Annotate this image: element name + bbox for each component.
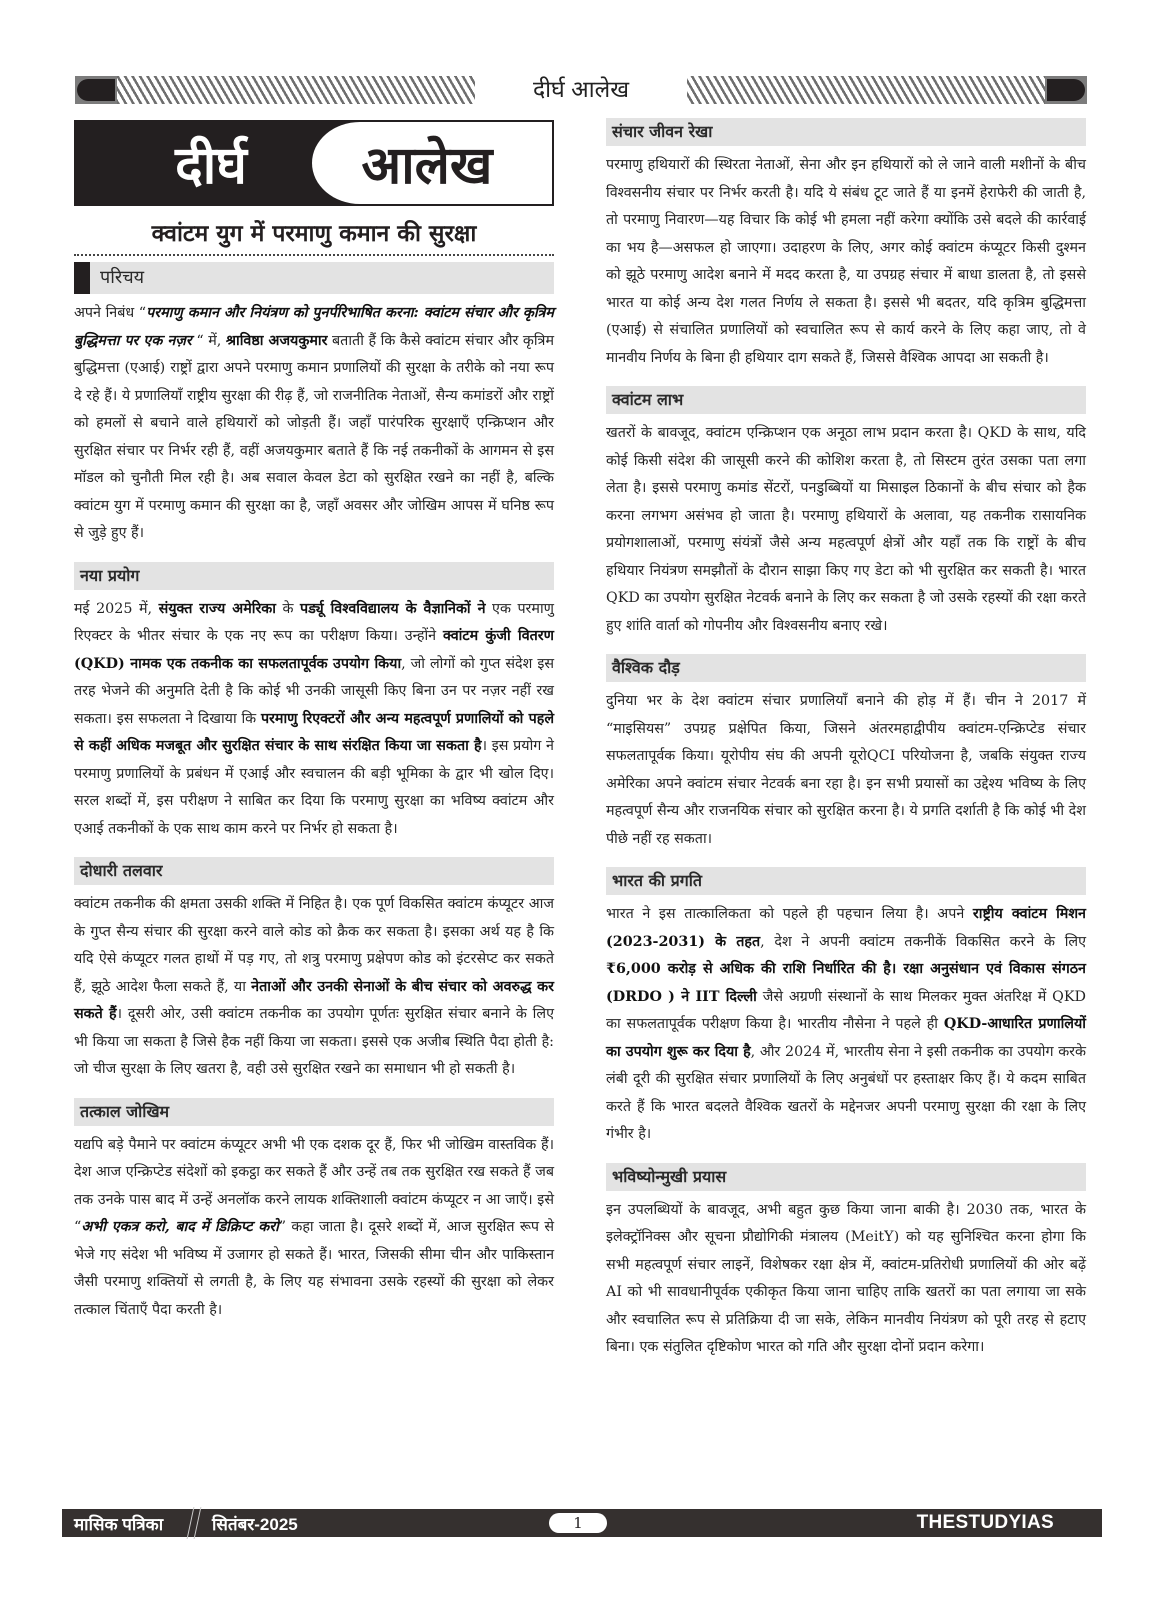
text-run: । दूसरी ओर, उसी क्वांटम तकनीक का उपयोग पूर्णतः सुरक्षित संचार बनाने के लिए भी किया जा सकता है जिसे हैक नहीं किया जा सकता। इससे एक अजीब स्थिति पैदा होती है: जो चीज सुरक्षा के लिए खतरा है, वही उसे सुरक्षित रखने का समाधान भी हो सकती है। (74, 1006, 554, 1077)
paragraph-quantum-advantage (606, 420, 1086, 640)
emphasized-text: नेताओं और उनकी सेनाओं के बीच संचार को अवरुद्ध कर सकते हैं (74, 978, 554, 1022)
emphasized-text: ₹6,000 करोड़ से अधिक की राशि निर्धारित की है। रक्षा अनुसंधान एवं विकास संगठन (DRDO ) ने IIT दिल्ली (606, 961, 1086, 1005)
section-heading-lifeline: संचार जीवन रेखा (606, 118, 1086, 146)
text-run: ” कहा जाता है। दूसरे शब्दों में, आज सुरक्षित रूप से भेजे गए संदेश भी भविष्य में उजागर हो सकते हैं। भारत, जिसकी सीमा चीन और पाकिस्तान जैसी परमाणु शक्तियों से लगती है, के लिए यह संभावना उसके रहस्यों की सुरक्षा को लेकर तत्काल चिंताएँ पैदा करती है। (74, 1219, 554, 1318)
footer-brand: THESTUDYIAS (916, 1512, 1054, 1533)
section-heading-intro: परिचय (74, 262, 554, 294)
text-run: , देश ने अपनी क्वांटम तकनीकें विकसित करने के लिए (760, 933, 1087, 950)
emphasized-text: अभी एकत्र करो, बाद में डिक्रिप्ट करो (81, 1219, 279, 1235)
emphasized-text: QKD-आधारित प्रणालियों का उपयोग शुरू कर दिया है (606, 1016, 1086, 1060)
text-run: दुनिया भर के देश क्वांटम संचार प्रणालियाँ बनाने की होड़ में हैं। चीन ने 2017 में “माइसियस” उपग्रह प्रक्षेपित किया, जिसने अंतरमहाद्वीपीय क्वांटम-एन्क्रिप्टेड संचार सफलतापूर्वक किया। यूरोपीय संघ की अपनी यूरोQCI परियोजना है, जबकि संयुक्त राज्य अमेरिका अपने क्वांटम संचार नेटवर्क बना रहा है। इन सभी प्रयासों का उद्देश्य भविष्य के लिए महत्वपूर्ण सैन्य और राजनयिक संचार को सुरक्षित करना है। ये प्रगति दर्शाती है कि कोई भी देश पीछे नहीं रह सकता। (606, 693, 1086, 847)
footer-magazine-label: मासिक पत्रिका (74, 1515, 164, 1534)
text-run: के (275, 600, 300, 617)
section-heading-double-edged: दोधारी तलवार (74, 857, 554, 885)
text-run: मई 2025 में, (74, 600, 159, 617)
text-run: बताती हैं कि कैसे क्वांटम संचार और कृत्रिम बुद्धिमत्ता (एआई) राष्ट्रों द्वारा अपने परमाणु कमान प्रणालियों की सुरक्षा के तरीके को नया रूप दे रहे हैं। ये प्रणालियाँ राष्ट्रीय सुरक्षा की रीढ़ हैं, जो राजनीतिक नेताओं, सैन्य कमांडरों और राष्ट्रों को हमलों से बचाने वाले हथियारों को जोड़ती हैं। जहाँ पारंपरिक सुरक्षाएँ एन्क्रिप्शन और सुरक्षित संचार पर निर्भर रही हैं, वहीं अजयकुमार बताते हैं कि नई तकनीकों के आगमन से इस मॉडल को चुनौती मिल रही है। अब सवाल केवल डेटा को सुरक्षित रखने का नहीं है, बल्कि क्वांटम युग में परमाणु कमान की सुरक्षा का है, जहाँ अवसर और जोखिम आपस में घनिष्ठ रूप से जुड़े हुए हैं। (74, 332, 555, 541)
emphasized-text: पर्ड्यू विश्वविद्यालय के वैज्ञानिकों ने (300, 600, 486, 617)
emphasized-text: राष्ट्रीय क्वांटम मिशन (2023-2031) के तहत (606, 906, 1086, 950)
emphasized-text: परमाणु रिएक्टरों और अन्य महत्वपूर्ण प्रणालियों को पहले से कहीं अधिक मजबूत और सुरक्षित संचार के साथ संरक्षित किया जा सकता है (74, 710, 555, 754)
footer-divider (187, 1507, 202, 1539)
page-number: 1 (549, 1513, 607, 1533)
section-heading-global-race: वैश्विक दौड़ (606, 654, 1086, 682)
paragraph-future-efforts (606, 1197, 1086, 1362)
running-header-title: दीर्घ आलेख (532, 76, 630, 102)
paragraph-india-progress (606, 901, 1086, 1149)
paragraph-double-edged (74, 891, 554, 1084)
section-heading-india-progress: भारत की प्रगति (606, 867, 1086, 895)
text-run: यद्यपि बड़े पैमाने पर क्वांटम कंप्यूटर अभी भी एक दशक दूर हैं, फिर भी जोखिम वास्तविक हैं। देश आज एन्क्रिप्टेड संदेशों को इकट्ठा कर सकते हैं और उन्हें तब तक सुरक्षित रख सकते हैं जब तक उनके पास बाद में उन्हें अनलॉक करने लायक शक्तिशाली क्वांटम कंप्यूटर न आ जाएँ। इसे “ (74, 1136, 554, 1235)
text-run: । इस प्रयोग ने परमाणु प्रणालियों के प्रबंधन में एआई और स्वचालन की बड़ी भूमिका के द्वार भी खोल दिए। सरल शब्दों में, इस परीक्षण ने साबित कर दिया कि परमाणु सुरक्षा का भविष्य क्वांटम और एआई तकनीकों के एक साथ काम करने पर निर्भर हो सकता है। (74, 738, 554, 837)
emphasized-text: क्वांटम कुंजी वितरण (QKD) नामक एक तकनीक का सफलतापूर्वक उपयोग किया (74, 628, 554, 672)
paragraph-global-race (606, 688, 1086, 853)
text-run: क्वांटम तकनीक की क्षमता उसकी शक्ति में निहित है। एक पूर्ण विकसित क्वांटम कंप्यूटर आज के गुप्त सैन्य संचार की सुरक्षा करने वाले कोड को क्रैक कर सकता है। इसका अर्थ यह है कि यदि ऐसे कंप्यूटर गलत हाथों में पड़ गए, तो शत्रु परमाणु प्रक्षेपण कोड को इंटरसेप्ट कर सकते हैं, झूठे आदेश फैला सकते हैं, या (74, 896, 554, 995)
paragraph-intro (74, 300, 554, 548)
left-column (74, 120, 554, 1324)
paragraph-new-experiment (74, 596, 554, 844)
banner-word-1: दीर्घ (175, 136, 247, 196)
running-header (75, 76, 1087, 104)
text-run: इन उपलब्धियों के बावजूद, अभी बहुत कुछ किया जाना बाकी है। 2030 तक, भारत के इलेक्ट्रॉनिक्स और सूचना प्रौद्योगिकी मंत्रालय (MeitY) को यह सुनिश्चित करना होगा कि सभी महत्वपूर्ण संचार लाइनें, विशेषकर रक्षा क्षेत्र में, क्वांटम-प्रतिरोधी प्रणालियों की ओर बढ़ें AI को भी सावधानीपूर्वक एकीकृत किया जाना चाहिए ताकि खतरों का पता लगाया जा सके और स्वचालित रूप से प्रतिक्रिया दी जा सके, लेकिन मानवीय नियंत्रण को पूरी तरह से हटाए बिना। एक संतुलित दृष्टिकोण भारत को गति और सुरक्षा दोनों प्रदान करेगा। (606, 1201, 1086, 1355)
right-column (606, 118, 1086, 1362)
banner-word-2: आलेख (361, 136, 493, 196)
emphasized-text: संयुक्त राज्य अमेरिका (158, 600, 276, 617)
text-run: अपने निबंध “ (74, 305, 147, 321)
text-run: एक परमाणु रिएक्टर के भीतर संचार के एक नए रूप का परीक्षण किया। उन्होंने (74, 600, 554, 644)
footer-issue-date: सितंबर-2025 (212, 1515, 298, 1534)
paragraph-immediate-risk (74, 1132, 554, 1325)
emphasized-text: श्राविष्ठा अजयकुमार (225, 332, 328, 349)
section-heading-future-efforts: भविष्योन्मुखी प्रयास (606, 1163, 1086, 1191)
text-run: परमाणु हथियारों की स्थिरता नेताओं, सेना और इन हथियारों को ले जाने वाली मशीनों के बीच विश्वसनीय संचार पर निर्भर करती है। यदि ये संबंध टूट जाते हैं या इनमें हेराफेरी की जाती है, तो परमाणु निवारण—यह विचार कि कोई भी हमला नहीं करेगा क्योंकि उसे बदले की कार्रवाई का भय है—असफल हो जाएगा। उदाहरण के लिए, अगर कोई क्वांटम कंप्यूटर किसी दुश्मन को झूठे परमाणु आदेश बनाने में मदद करता है, या उपग्रह संचार में बाधा डालता है, तो इससे भारत या कोई अन्य देश गलत निर्णय ले सकता है। इससे भी बदतर, यदि कृत्रिम बुद्धिमत्ता (एआई) से संचालित प्रणालियों को स्वचालित रूप से कार्य करने के लिए कहा जाए, तो वे मानवीय निर्णय के बिना ही हथियार दाग सकते हैं, जिससे वैश्विक आपदा आ सकती है। (606, 157, 1086, 366)
section-banner (74, 120, 554, 206)
text-run: “ में, (191, 332, 226, 349)
text-run: खतरों के बावजूद, क्वांटम एन्क्रिप्शन एक अनूठा लाभ प्रदान करता है। QKD के साथ, यदि कोई किसी संदेश की जासूसी करने की कोशिश करता है, तो सिस्टम तुरंत उसका पता लगा लेता है। इससे परमाणु कमांड सेंटरों, पनडुब्बियों या मिसाइल ठिकानों के बीच संचार को हैक करना लगभग असंभव हो जाता है। परमाणु हथियारों के अलावा, यह तकनीक रासायनिक प्रयोगशालाओं, परमाणु संयंत्रों जैसे अन्य महत्वपूर्ण क्षेत्रों और यहाँ तक कि राष्ट्रों के बीच हथियार नियंत्रण समझौतों के दौरान साझा किए गए डेटा को भी सुरक्षित कर सकती है। भारत QKD का उपयोग सुरक्षित नेटवर्क बनाने के लिए कर सकता है जो उसके रहस्यों की रक्षा करते हुए शांति वार्ता को गोपनीय और विश्वसनीय बनाए रखे। (606, 425, 1086, 634)
paragraph-lifeline (606, 152, 1086, 372)
text-run: , जो लोगों को गुप्त संदेश इस तरह भेजने की अनुमति देती है कि कोई भी उनकी जासूसी किए बिना उन पर नज़र नहीं रख सकता। इस सफलता ने दिखाया कि (74, 655, 554, 727)
section-heading-quantum-advantage: क्वांटम लाभ (606, 386, 1086, 414)
page-footer (62, 1509, 1102, 1537)
section-heading-immediate-risk: तत्काल जोखिम (74, 1098, 554, 1126)
text-run: भारत ने इस तात्कालिकता को पहले ही पहचान लिया है। अपने (606, 906, 973, 922)
section-heading-new-experiment: नया प्रयोग (74, 562, 554, 590)
emphasized-text: परमाणु कमान और नियंत्रण को पुनर्परिभाषित करना: क्वांटम संचार और कृत्रिम बुद्धिमत्ता पर एक नज़र (74, 305, 554, 349)
text-run: जैसे अग्रणी संस्थानों के साथ मिलकर मुक्त अंतरिक्ष में QKD का सफलतापूर्वक परीक्षण किया है। भारतीय नौसेना ने पहले ही (606, 988, 1086, 1032)
text-run: , और 2024 में, भारतीय सेना ने इसी तकनीक का उपयोग करके लंबी दूरी की सुरक्षित संचार प्रणालियों के लिए अनुबंधों पर हस्ताक्षर किए हैं। ये कदम साबित करते हैं कि भारत बदलते वैश्विक खतरों के मद्देनजर अपनी परमाणु सुरक्षा की रक्षा के लिए गंभीर है। (606, 1043, 1086, 1142)
article-title: क्वांटम युग में परमाणु कमान की सुरक्षा (74, 216, 554, 256)
